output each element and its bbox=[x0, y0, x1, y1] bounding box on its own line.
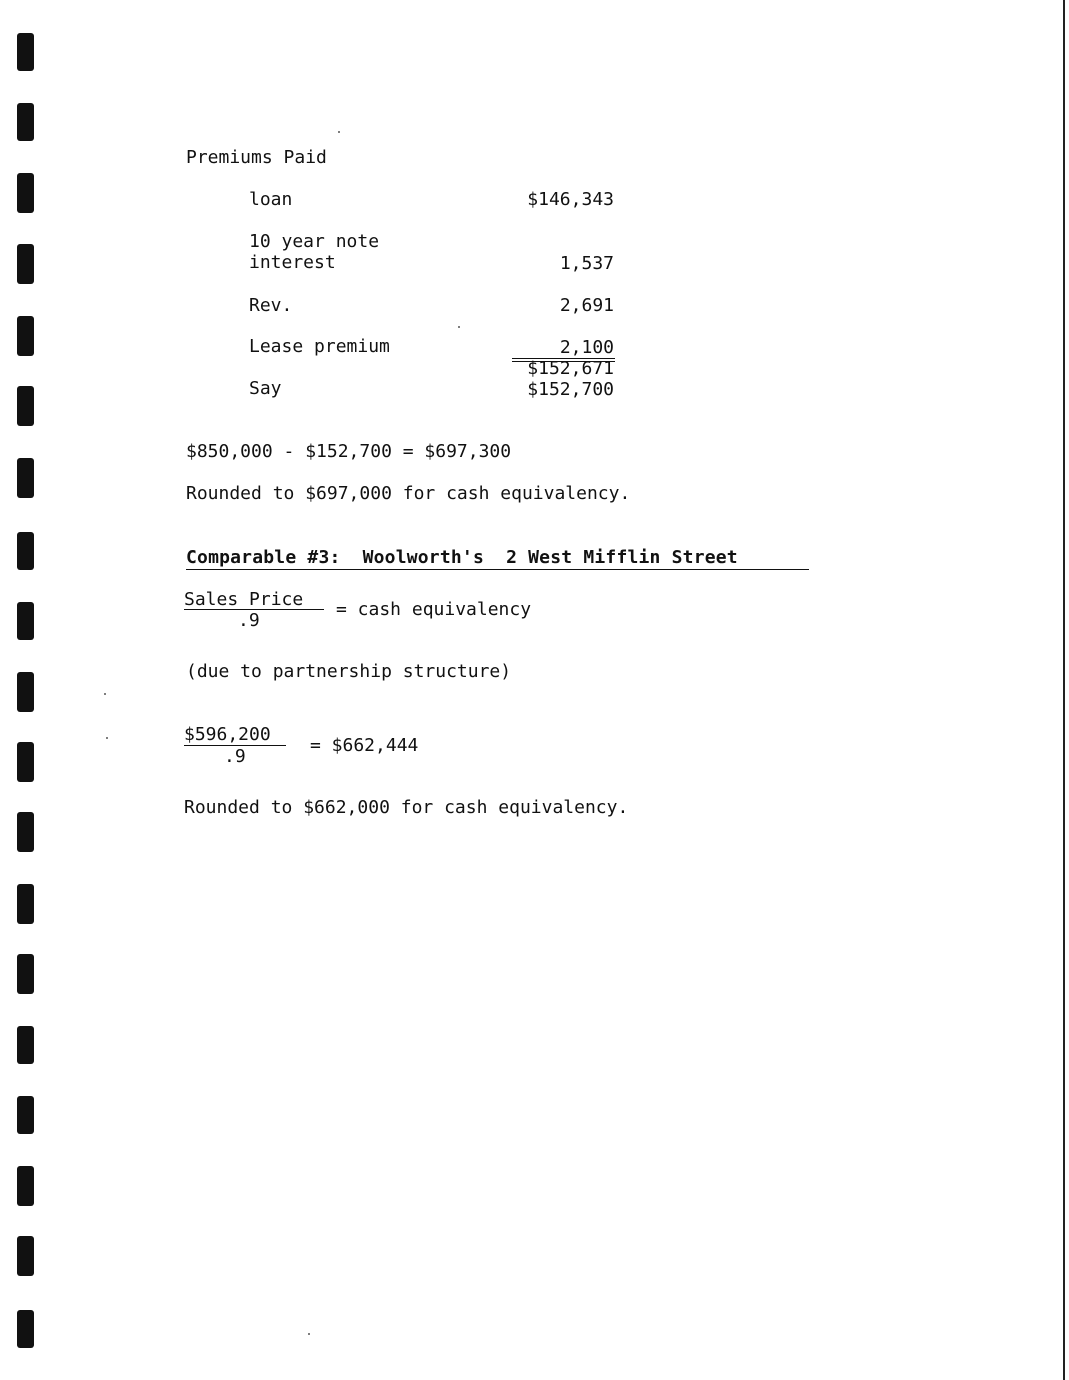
binding-hole bbox=[17, 532, 34, 570]
binding-hole bbox=[17, 173, 34, 213]
loan-amount: $146,343 bbox=[527, 189, 614, 210]
partnership-note: (due to partnership structure) bbox=[186, 661, 512, 682]
binding-hole bbox=[17, 386, 34, 426]
page-edge-line bbox=[1063, 0, 1065, 1380]
binding-hole bbox=[17, 812, 34, 852]
binding-hole bbox=[17, 672, 34, 712]
binding-hole bbox=[17, 33, 34, 71]
binding-hole bbox=[17, 1310, 34, 1348]
calc1-rounded: Rounded to $697,000 for cash equivalency. bbox=[186, 483, 631, 504]
calc1-equation: $850,000 - $152,700 = $697,300 bbox=[186, 441, 512, 462]
fraction2-numerator: $596,200 bbox=[184, 724, 271, 745]
loan-label: loan bbox=[249, 189, 293, 210]
say-amount: $152,700 bbox=[527, 379, 614, 400]
rev-amount: 2,691 bbox=[559, 295, 614, 316]
scan-speck bbox=[338, 131, 340, 133]
scan-speck bbox=[104, 693, 106, 695]
binding-hole bbox=[17, 742, 34, 782]
comparable3-heading-underline bbox=[186, 569, 809, 570]
scan-speck bbox=[106, 737, 108, 739]
binding-hole bbox=[17, 954, 34, 994]
scan-speck bbox=[308, 1333, 310, 1335]
fraction1-numerator: Sales Price bbox=[184, 589, 304, 610]
subtotal-amount: $152,671 bbox=[527, 358, 614, 379]
rev-label: Rev. bbox=[249, 295, 293, 316]
binding-hole bbox=[17, 316, 34, 356]
comparable3-heading: Comparable #3: Woolworth's 2 West Mifflin Street bbox=[186, 547, 738, 568]
subtotal-overline bbox=[512, 361, 615, 362]
binding-hole bbox=[17, 1096, 34, 1134]
lease-premium-amount: 2,100 bbox=[559, 337, 614, 358]
say-label: Say bbox=[249, 378, 282, 399]
comparable3-rounded: Rounded to $662,000 for cash equivalency. bbox=[184, 797, 629, 818]
binding-hole bbox=[17, 1026, 34, 1064]
binding-hole bbox=[17, 1236, 34, 1276]
binding-hole bbox=[17, 602, 34, 640]
note-interest-amount: 1,537 bbox=[559, 253, 614, 274]
fraction1-denominator: .9 bbox=[238, 610, 260, 631]
binding-hole bbox=[17, 884, 34, 924]
scan-speck bbox=[458, 326, 460, 328]
lease-premium-label: Lease premium bbox=[249, 336, 390, 357]
binding-hole bbox=[17, 103, 34, 141]
fraction1-result: = cash equivalency bbox=[336, 599, 532, 620]
premiums-heading: Premiums Paid bbox=[186, 147, 327, 168]
binding-hole bbox=[17, 244, 34, 284]
binding-hole bbox=[17, 1166, 34, 1206]
binding-hole bbox=[17, 458, 34, 498]
note-interest-label-line2: interest bbox=[249, 252, 336, 273]
fraction2-denominator: .9 bbox=[224, 746, 246, 767]
fraction2-result: = $662,444 bbox=[310, 735, 419, 756]
note-interest-label-line1: 10 year note bbox=[249, 231, 380, 252]
